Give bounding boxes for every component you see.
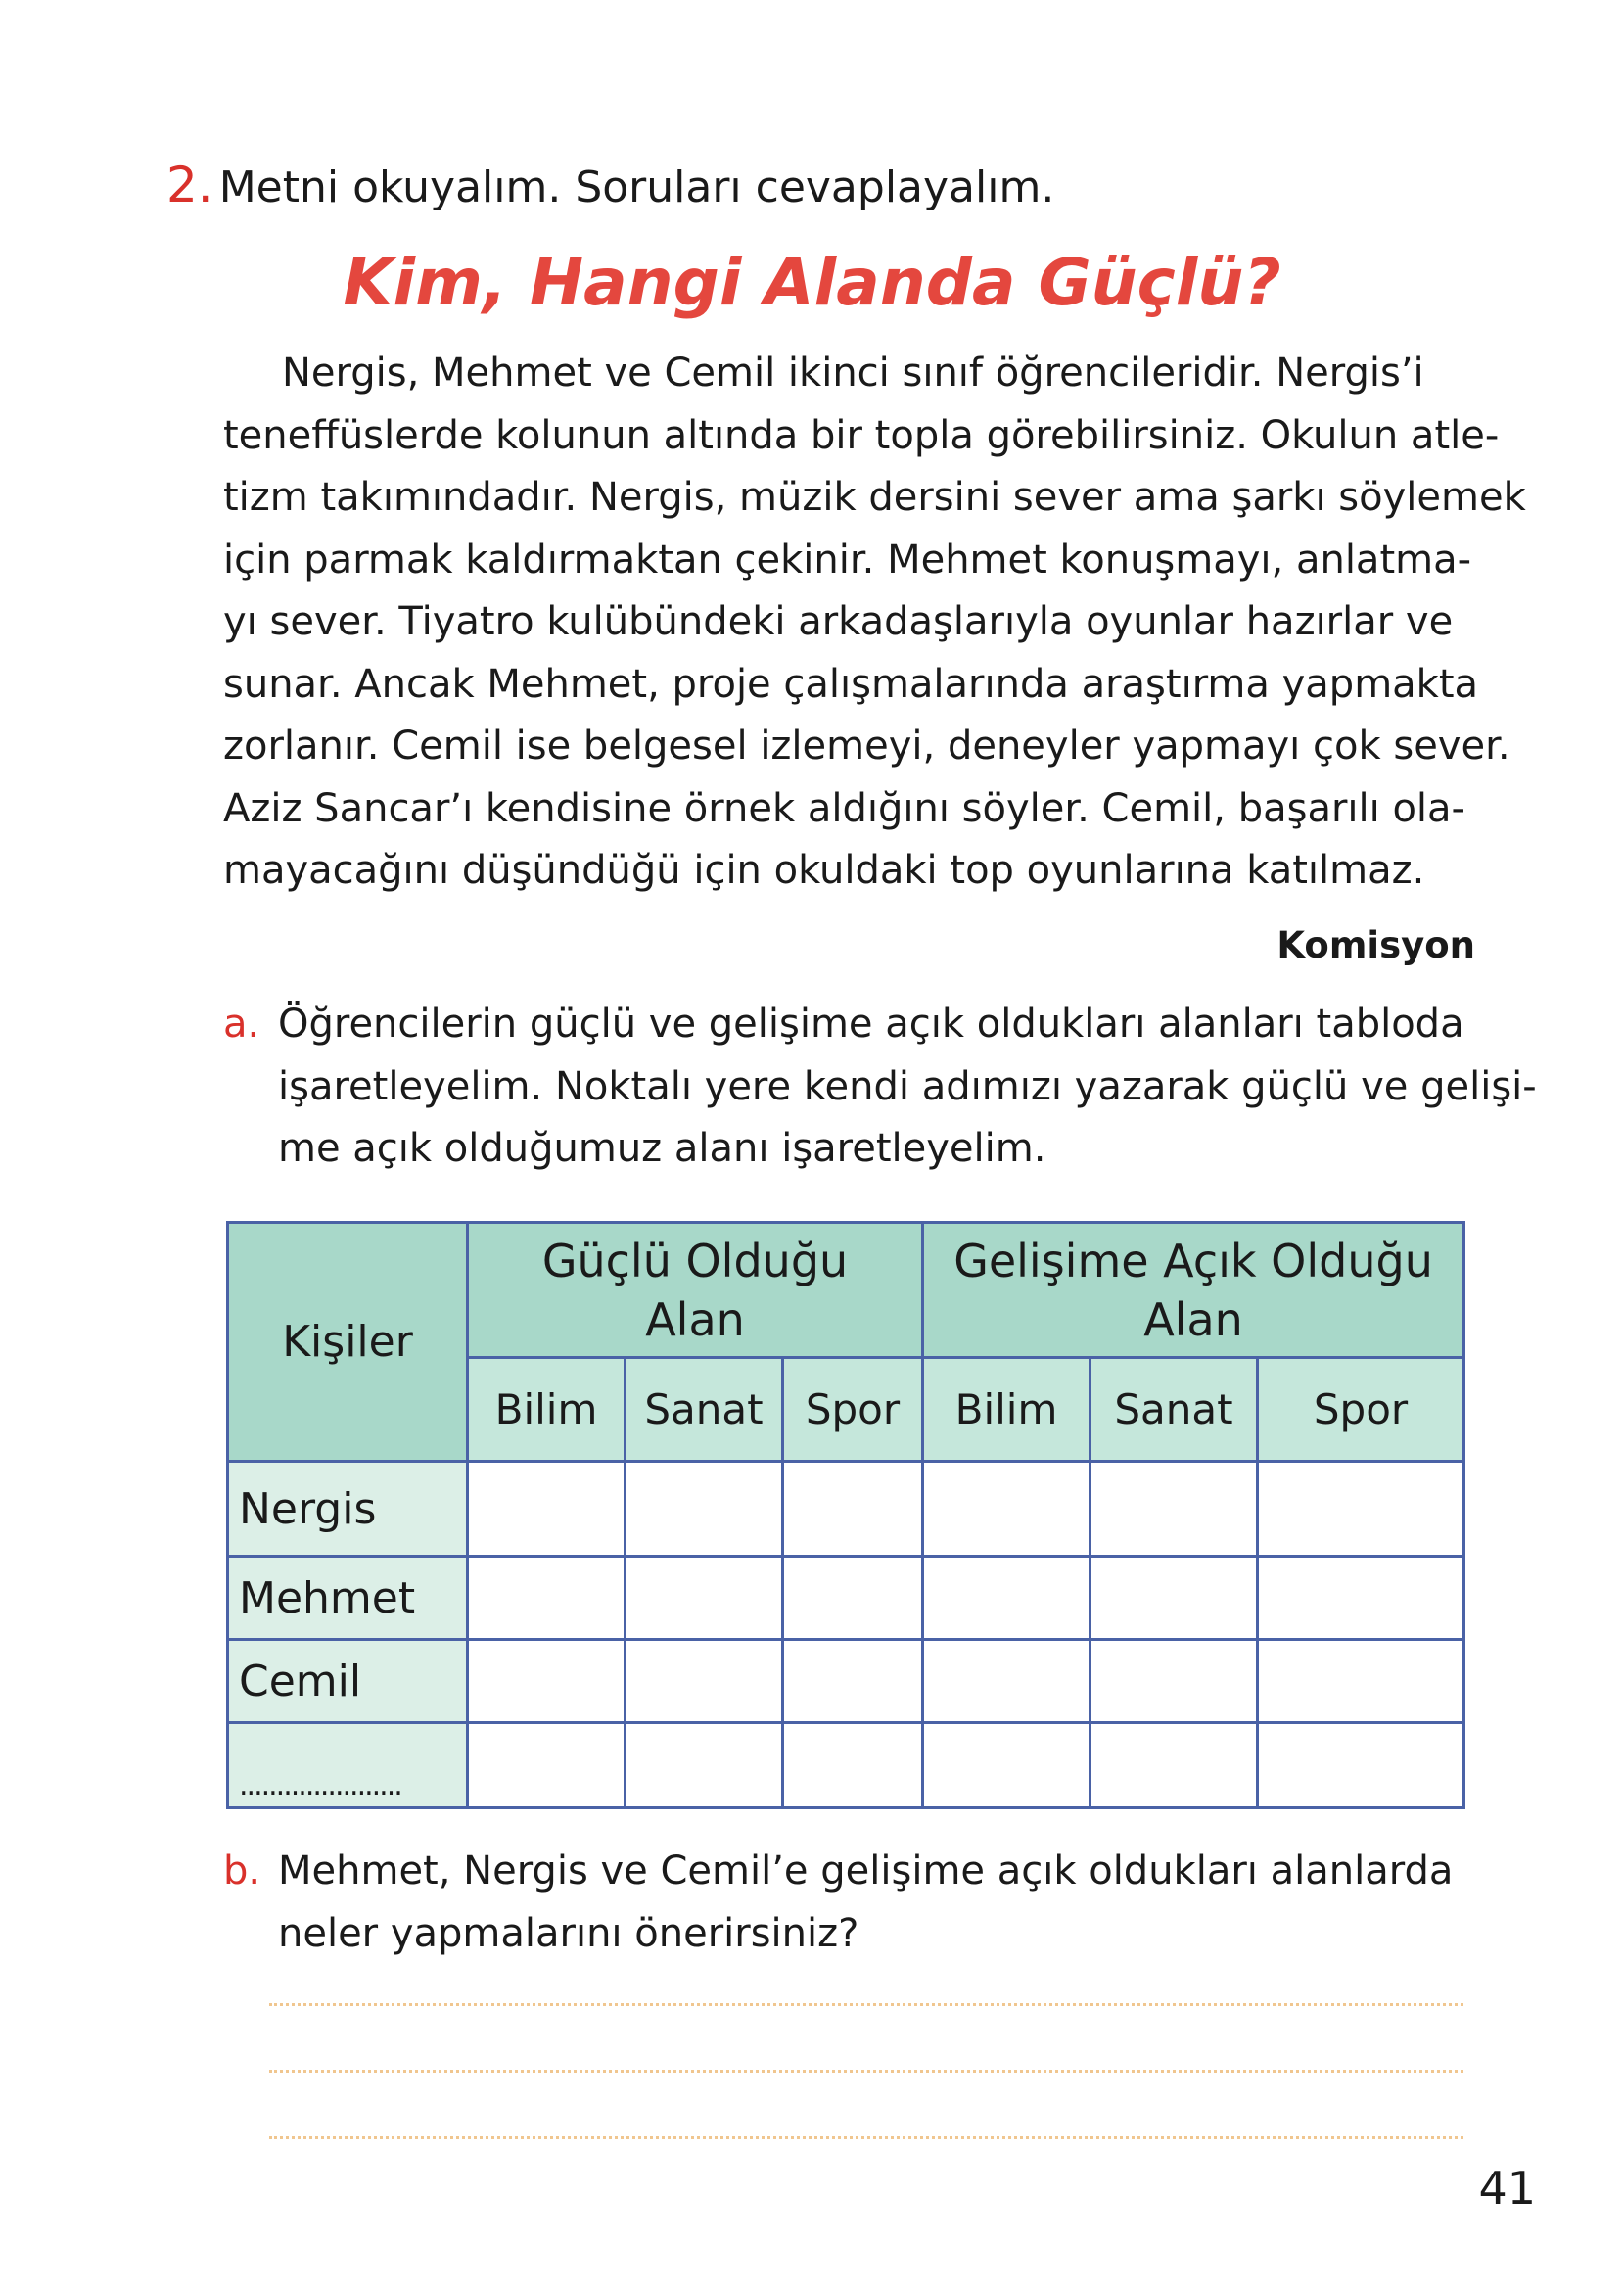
table-row <box>228 1640 1464 1723</box>
part-b-line: Mehmet, Nergis ve Cemil’e gelişime açık oldukları alanlarda <box>278 1848 1454 1894</box>
checkbox-cell[interactable] <box>783 1723 923 1808</box>
checkbox-cell[interactable] <box>1090 1462 1258 1557</box>
checkbox-cell[interactable] <box>1258 1640 1464 1723</box>
checkbox-cell[interactable] <box>468 1557 626 1640</box>
checkbox-cell[interactable] <box>923 1557 1090 1640</box>
row-name-cemil: Cemil <box>228 1640 468 1723</box>
part-a-line: işaretleyelim. Noktalı yere kendi adımızı yazarak güçlü ve gelişi- <box>278 1063 1537 1109</box>
story-line: için parmak kaldırmaktan çekinir. Mehmet konuşmayı, anlatma- <box>223 537 1472 583</box>
story-line: Aziz Sancar’ı kendisine örnek aldığını söyler. Cemil, başarılı ola- <box>223 785 1465 831</box>
subheader-science: Bilim <box>468 1358 626 1462</box>
part-b <box>223 1841 1511 1965</box>
checkbox-cell[interactable] <box>923 1462 1090 1557</box>
table-row <box>228 1723 1464 1808</box>
subheader-science: Bilim <box>923 1358 1090 1462</box>
header-improvable-line2: Alan <box>1143 1292 1243 1346</box>
header-people: Kişiler <box>228 1223 468 1462</box>
story-line: zorlanır. Cemil ise belgesel izlemeyi, deneyler yapmayı çok sever. <box>223 724 1510 769</box>
subheader-art: Sanat <box>1090 1358 1258 1462</box>
page-number: 41 <box>1478 2162 1536 2215</box>
checkbox-cell[interactable] <box>626 1723 783 1808</box>
checkbox-cell[interactable] <box>923 1723 1090 1808</box>
checkbox-cell[interactable] <box>1090 1557 1258 1640</box>
story-line: tizm takımındadır. Nergis, müzik dersini sever ama şarkı söylemek <box>223 475 1526 520</box>
header-strong-area <box>468 1223 923 1358</box>
story-line: teneffüslerde kolunun altında bir topla görebilirsiniz. Okulun atle- <box>223 412 1500 458</box>
header-improvable-line1: Gelişime Açık Olduğu <box>953 1234 1433 1287</box>
header-improvable-area <box>923 1223 1464 1358</box>
strengths-table <box>226 1221 1465 1809</box>
part-a-label: a. <box>223 1002 260 1047</box>
part-b-label: b. <box>223 1848 261 1894</box>
checkbox-cell[interactable] <box>1258 1557 1464 1640</box>
header-strong-line1: Güçlü Olduğu <box>541 1234 849 1287</box>
story-text <box>223 343 1526 903</box>
answer-line[interactable] <box>269 2070 1463 2073</box>
row-name-nergis: Nergis <box>228 1462 468 1557</box>
story-title: Kim, Hangi Alanda Güçlü? <box>343 245 1281 320</box>
checkbox-cell[interactable] <box>783 1557 923 1640</box>
question-header <box>166 157 1054 225</box>
checkbox-cell[interactable] <box>783 1640 923 1723</box>
answer-line[interactable] <box>269 2003 1463 2006</box>
answer-line[interactable] <box>269 2136 1463 2139</box>
checkbox-cell[interactable] <box>923 1640 1090 1723</box>
part-b-line: neler yapmalarını önerirsiniz? <box>278 1910 859 1956</box>
checkbox-cell[interactable] <box>1258 1723 1464 1808</box>
story-line: Nergis, Mehmet ve Cemil ikinci sınıf öğrencileridir. Nergis’i <box>282 351 1424 396</box>
part-a-line: me açık olduğumuz alanı işaretleyelim. <box>278 1126 1046 1171</box>
subheader-art: Sanat <box>626 1358 783 1462</box>
story-line: sunar. Ancak Mehmet, proje çalışmalarında araştırma yapmakta <box>223 661 1479 707</box>
checkbox-cell[interactable] <box>1090 1723 1258 1808</box>
checkbox-cell[interactable] <box>468 1640 626 1723</box>
story-line: yı sever. Tiyatro kulübündeki arkadaşlarıyla oyunlar hazırlar ve <box>223 599 1454 644</box>
table-row <box>228 1557 1464 1640</box>
story-line: mayacağını düşündüğü için okuldaki top oyunlarına katılmaz. <box>223 848 1425 893</box>
checkbox-cell[interactable] <box>468 1462 626 1557</box>
checkbox-cell[interactable] <box>783 1462 923 1557</box>
story-source: Komisyon <box>1276 924 1475 966</box>
checkbox-cell[interactable] <box>626 1640 783 1723</box>
checkbox-cell[interactable] <box>626 1462 783 1557</box>
subheader-sport: Spor <box>783 1358 923 1462</box>
part-a <box>223 994 1537 1181</box>
header-strong-line2: Alan <box>645 1292 745 1346</box>
question-instruction: Metni okuyalım. Soruları cevaplayalım. <box>218 163 1055 212</box>
part-a-line: Öğrencilerin güçlü ve gelişime açık oldukları alanları tabloda <box>278 1002 1464 1047</box>
checkbox-cell[interactable] <box>1090 1640 1258 1723</box>
own-name-field[interactable]: ...................... <box>228 1723 468 1808</box>
table-row <box>228 1462 1464 1557</box>
checkbox-cell[interactable] <box>1258 1462 1464 1557</box>
row-name-mehmet: Mehmet <box>228 1557 468 1640</box>
checkbox-cell[interactable] <box>468 1723 626 1808</box>
checkbox-cell[interactable] <box>626 1557 783 1640</box>
question-number: 2. <box>166 157 213 213</box>
subheader-sport: Spor <box>1258 1358 1464 1462</box>
